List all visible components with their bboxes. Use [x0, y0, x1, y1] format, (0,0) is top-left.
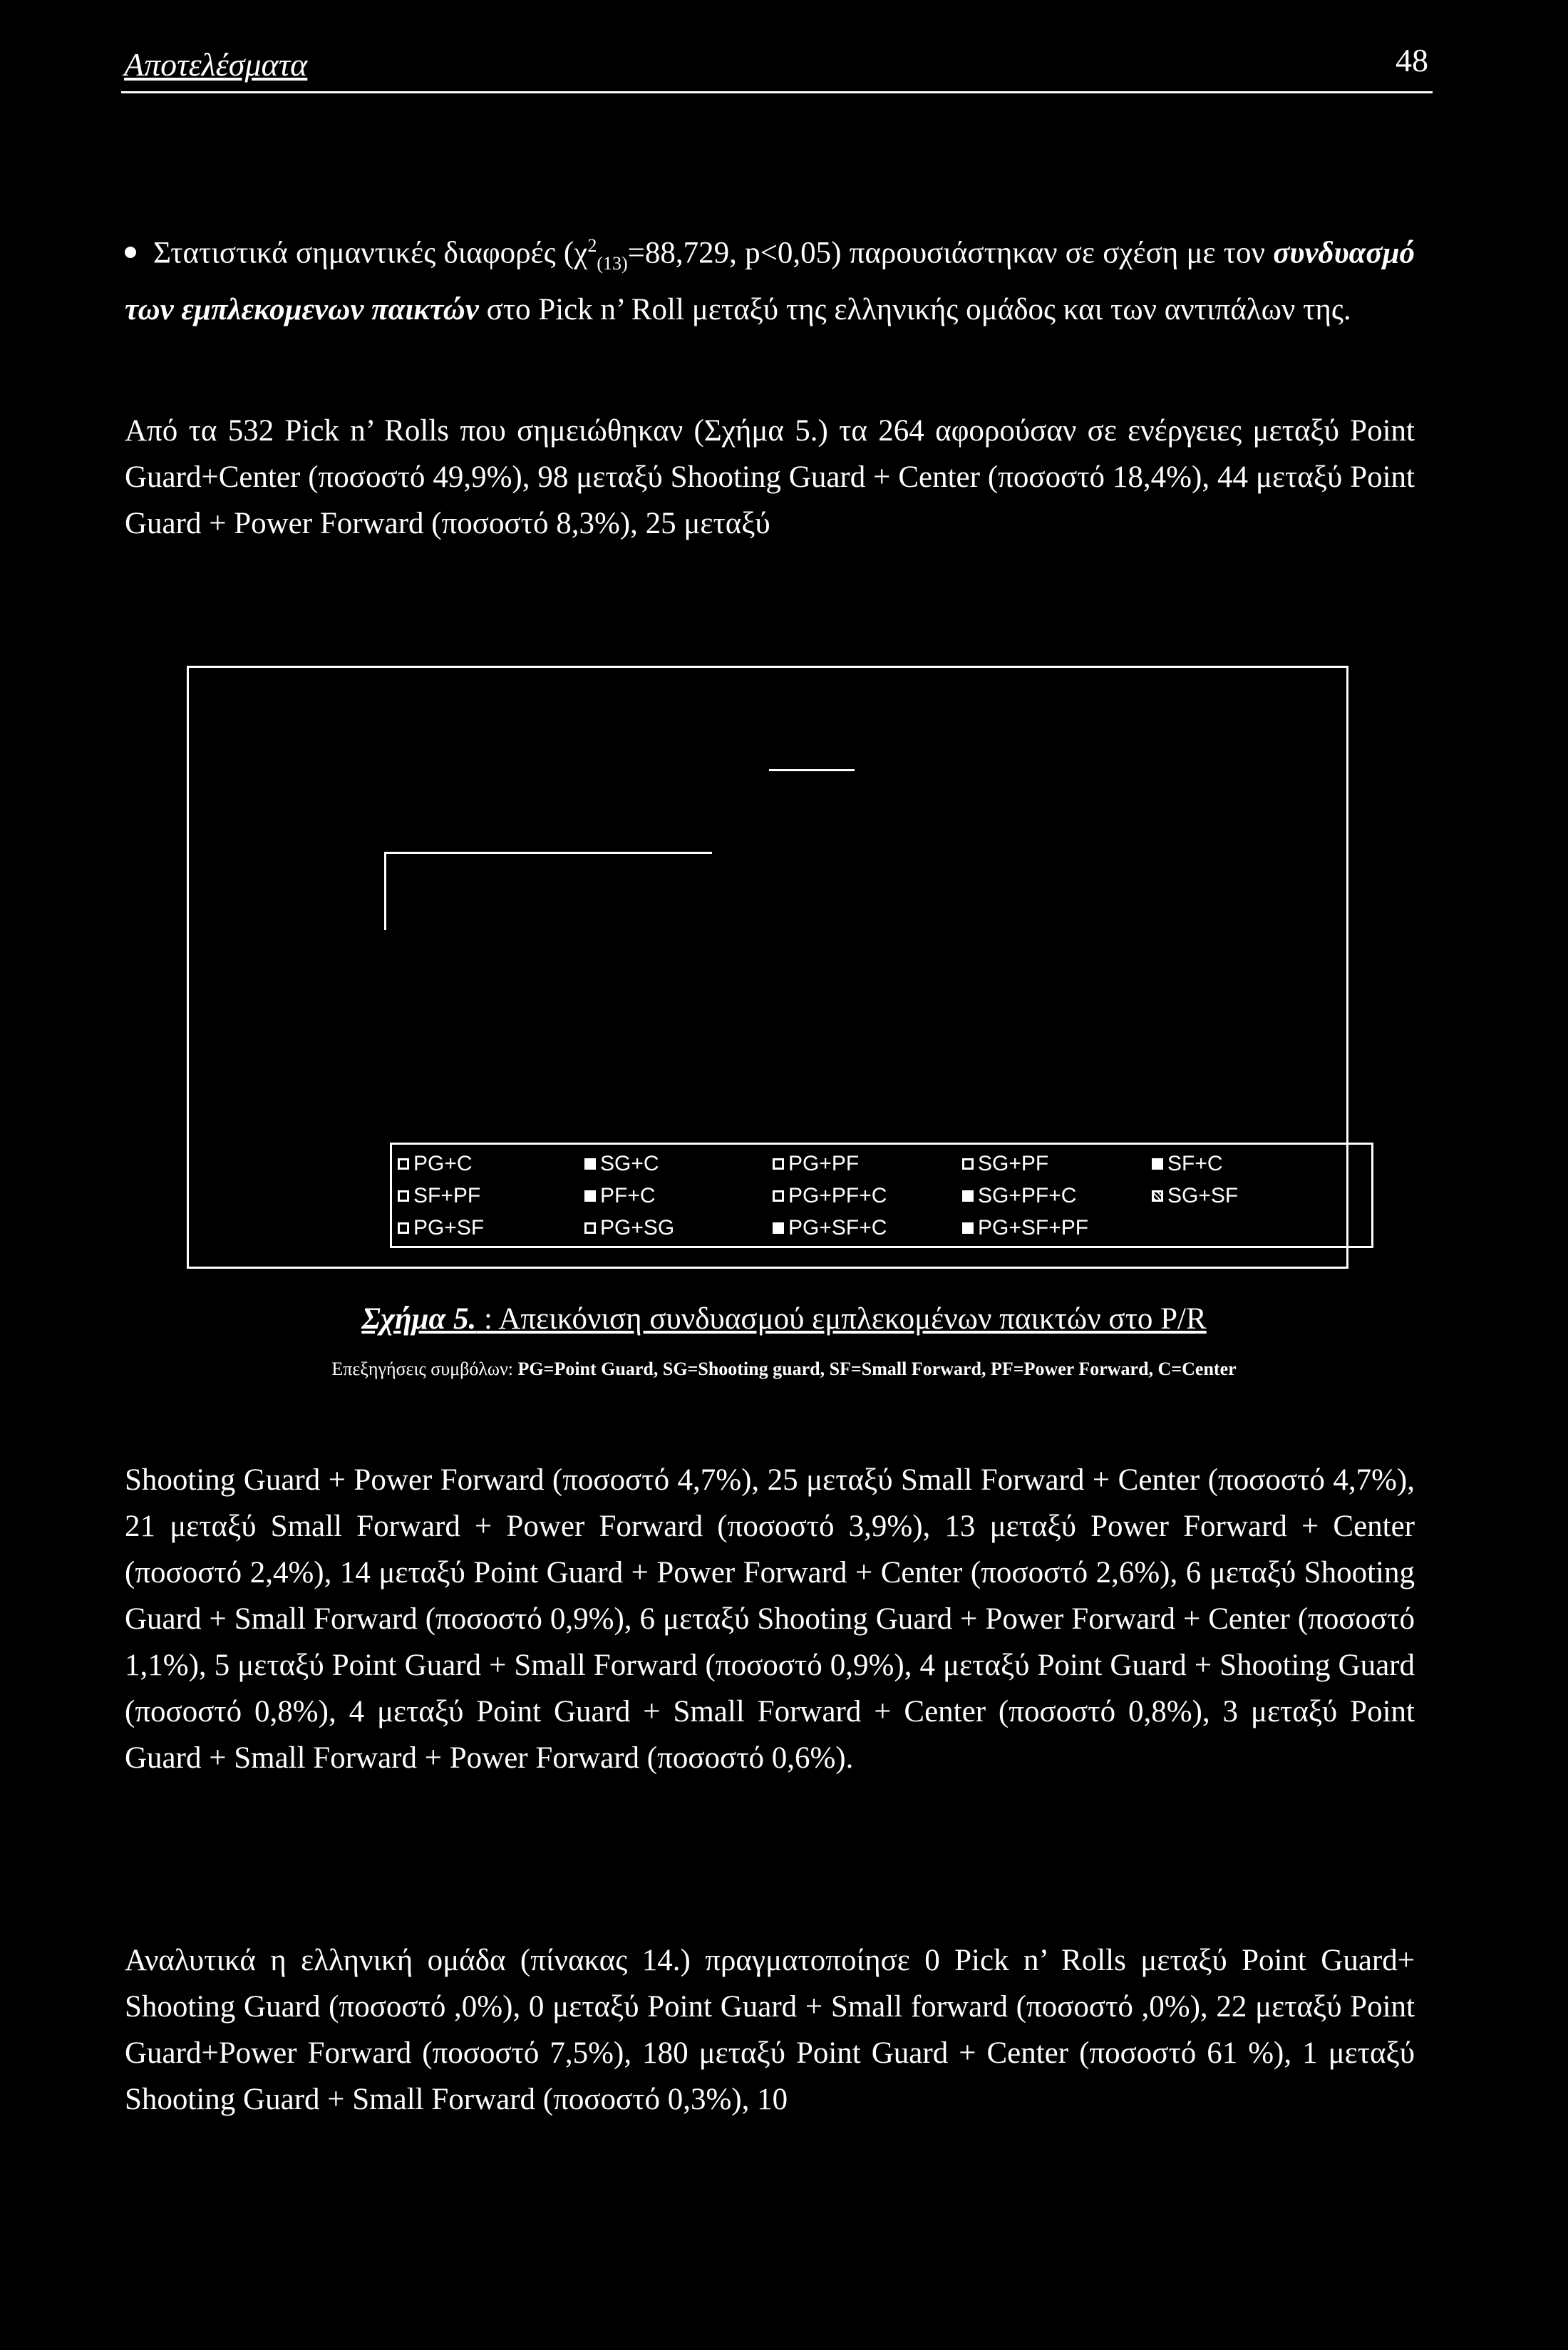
symbol-explanation — [0, 1359, 1568, 1380]
legend-label: SG+C — [600, 1152, 659, 1175]
legend-item-sg-pf — [962, 1152, 1048, 1176]
legend-item-pg-c — [398, 1152, 473, 1176]
explanation-label: Επεξηγήσεις συμβόλων: — [331, 1359, 518, 1379]
legend-swatch-icon — [398, 1222, 409, 1234]
legend-label: PG+SF+PF — [978, 1216, 1089, 1240]
figure-label: Σχήμα 5. — [361, 1302, 477, 1336]
legend-swatch-icon — [398, 1190, 409, 1202]
legend-swatch-icon — [962, 1222, 974, 1234]
emphasis-text: συνδυασμό των εμπλεκομενων παικτών — [125, 236, 1415, 326]
legend-item-pg-sf — [398, 1216, 484, 1240]
legend-swatch-icon — [962, 1190, 974, 1202]
chart-legend — [390, 1143, 1373, 1248]
legend-item-pg-pf — [773, 1152, 859, 1176]
legend-swatch-icon — [584, 1222, 596, 1234]
legend-label: SG+SF — [1167, 1184, 1239, 1207]
pie-chart-frame — [187, 666, 1348, 1269]
legend-label: SG+PF+C — [978, 1184, 1077, 1207]
figure-caption-text: : Απεικόνιση συνδυασμού εμπλεκομένων παικτών στο P/R — [476, 1302, 1207, 1336]
legend-item-sg-pf-c — [962, 1184, 1076, 1208]
legend-label: PG+C — [413, 1152, 473, 1175]
legend-swatch-icon — [773, 1222, 784, 1234]
legend-swatch-icon — [1152, 1190, 1163, 1202]
legend-item-pg-pf-c — [773, 1184, 887, 1208]
section-title: Αποτελέσματα — [124, 46, 308, 83]
chart-mark-top — [769, 769, 855, 771]
legend-swatch-icon — [1152, 1158, 1163, 1170]
explanation-text: PG=Point Guard, SG=Shooting guard, SF=Small Forward, PF=Power Forward, C=Center — [517, 1359, 1237, 1379]
chart-mark-left-v — [384, 852, 386, 930]
legend-label: SF+PF — [413, 1184, 481, 1207]
chart-mark-left-h — [384, 852, 712, 854]
legend-item-sg-c — [584, 1152, 659, 1176]
paragraph-3: Αναλυτικά η ελληνική ομάδα (πίνακας 14.) πραγματοποίησε 0 Pick n’ Rolls μεταξύ Point Guard+ Shooting Guard (ποσοστό ,0%), 0 μεταξύ Point Guard + Small forward (ποσοστό ,0%), 22 μεταξύ Point Guard+Power Forward (ποσοστό 7,5%), 180 μεταξύ Point Guard + Center (ποσοστό 61 %), 1 μεταξύ Shooting Guard + Small Forward (ποσοστό 0,3%), 10 — [125, 1944, 1415, 2116]
legend-swatch-icon — [773, 1158, 784, 1170]
figure-caption — [0, 1302, 1568, 1336]
legend-swatch-icon — [398, 1158, 409, 1170]
page-number: 48 — [1396, 42, 1428, 78]
legend-item-pg-sf-pf — [962, 1216, 1088, 1240]
legend-item-sg-sf — [1152, 1184, 1238, 1208]
legend-label: PG+SF+C — [788, 1216, 887, 1240]
legend-label: PG+SF — [413, 1216, 485, 1240]
legend-label: PG+PF — [788, 1152, 860, 1175]
paragraph-2: Shooting Guard + Power Forward (ποσοστό 4,7%), 25 μεταξύ Small Forward + Center (ποσοστό 4,7%), 21 μεταξύ Small Forward + Power Forward (ποσοστό 3,9%), 13 μεταξύ Power Forward + Center (ποσοστό 2,4%), 14 μεταξύ Point Guard + Power Forward + Center (ποσοστό 2,6%), 6 μεταξύ Shooting Guard + Small Forward (ποσοστό 0,9%), 6 μεταξύ Shooting Guard + Power Forward + Center (ποσοστό 1,1%), 5 μεταξύ Point Guard + Small Forward (ποσοστό 0,9%), 4 μεταξύ Point Guard + Shooting Guard (ποσοστό 0,8%), 4 μεταξύ Point Guard + Small Forward + Center (ποσοστό 0,8%), 3 μεταξύ Point Guard + Small Forward + Power Forward (ποσοστό 0,6%). — [125, 1463, 1415, 1775]
legend-label: SG+PF — [978, 1152, 1049, 1175]
paragraph-1: Από τα 532 Pick n’ Rolls που σημειώθηκαν (Σχήμα 5.) τα 264 αφορούσαν σε ενέργειες μεταξύ Point Guard+Center (ποσοστό 49,9%), 98 μεταξύ Shooting Guard + Center (ποσοστό 18,4%), 44 μεταξύ Point Guard + Power Forward (ποσοστό 8,3%), 25 μεταξύ — [125, 414, 1415, 540]
legend-swatch-icon — [962, 1158, 974, 1170]
legend-item-pg-sf-c — [773, 1216, 887, 1240]
legend-item-sf-c — [1152, 1152, 1223, 1176]
legend-item-pf-c — [584, 1184, 656, 1208]
bullet-icon — [125, 247, 136, 258]
legend-swatch-icon — [584, 1158, 596, 1170]
legend-label: SF+C — [1167, 1152, 1223, 1175]
legend-label: PF+C — [600, 1184, 656, 1207]
legend-item-sf-pf — [398, 1184, 480, 1208]
page-header — [121, 34, 1433, 93]
legend-swatch-icon — [584, 1190, 596, 1202]
legend-label: PG+PF+C — [788, 1184, 887, 1207]
legend-swatch-icon — [773, 1190, 784, 1202]
legend-label: PG+SG — [600, 1216, 675, 1240]
legend-item-pg-sg — [584, 1216, 674, 1240]
intro-paragraph: Στατιστικά σημαντικές διαφορές ($\chi^2_{(13)}=88,729$, p<0,05) παρουσιάστηκαν σε σχέση με τον συνδυασμό των εμπλεκομενων παικτών στο Pick n’ Roll μεταξύ της ελληνικής ομάδος και των αντιπάλων της. — [125, 235, 1415, 326]
